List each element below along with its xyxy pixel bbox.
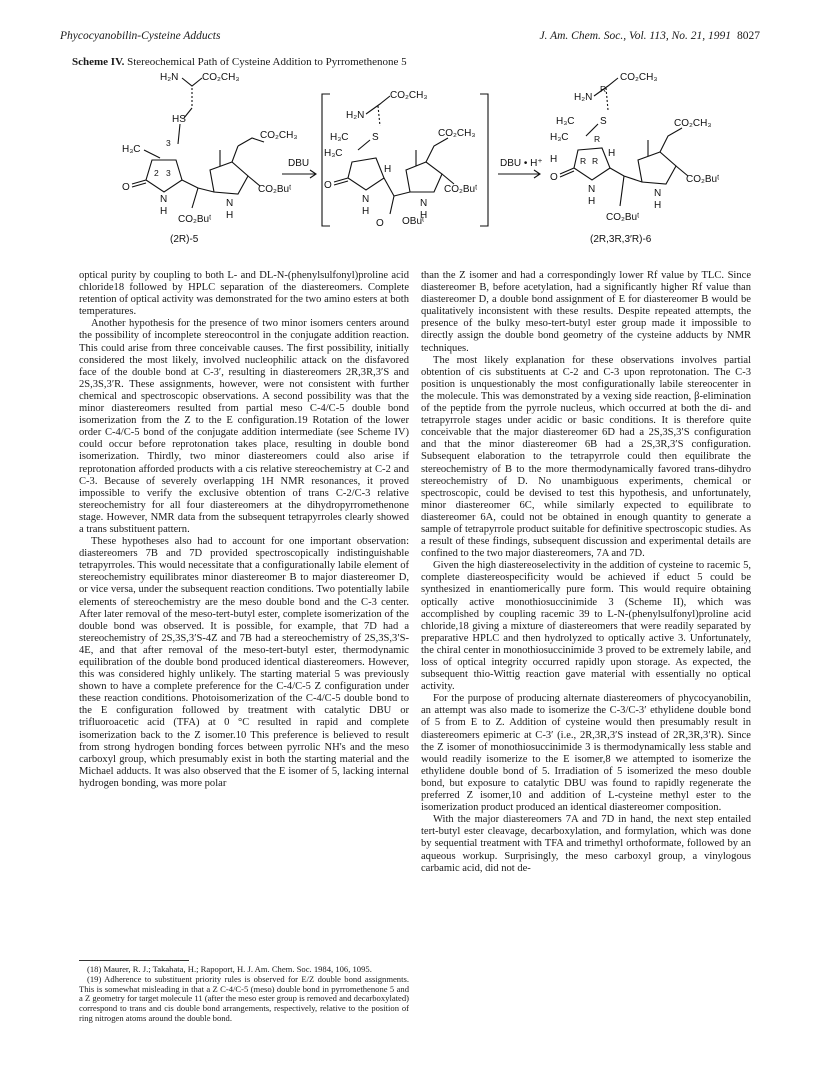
atom-co2ch3: CO₂CH₃ [202, 72, 240, 83]
structure-2r-5 [122, 72, 297, 245]
prod-atom-s: S [600, 116, 607, 127]
int-atom-n-right: N [420, 198, 428, 209]
atom-h-right: H [226, 210, 234, 221]
atom-hs: HS [172, 114, 186, 125]
paragraph: optical purity by coupling to both L- and DL-N-(phenylsulfonyl)proline acid chloride18 followed by HPLC separation of the diastereomers. Complete retention of optical activity was demonstrated for the two amino esters at both temperatures. [79, 270, 409, 318]
int-atom-h3c: H₃C [330, 132, 349, 143]
paragraph: With the major diastereomers 7A and 7D in hand, the next step entailed tert-butyl ester cleavage, decarboxylation, and formylation, which was done by sequential treatment with TFA and trimethyl orthoformate, followed by an aqueous workup. Surprisingly, the meso carboxyl group, a vinylogous carbamic acid, did not de- [421, 814, 751, 874]
footnote-rule [79, 960, 189, 961]
right-column [421, 270, 751, 875]
paragraph: The most likely explanation for these observations involves partial obtention of cis substituents at C-2 and C-3 upon reprotonation. The C-3 position is unquestionably the most configurationally labile stereocenter in the molecule. This was demonstrated by a vexing side reaction, β-elimination of the peptide from the pyrrole nucleus, which occurred at both the di- and tetrapyrrole stages under acidic or basic conditions. It is therefore quite conceivable that the major diastereomer 6D had a 2S,3S,3′S configuration and that the minor diastereomer 6B had a 2S,3R,3′S configuration. Subsequent elaboration to the tetrapyrrole could then equilibrate the stereochemistry of B to the more thermodynamically favored trans-dihydro stereochemistry of D. No unambiguous experiments, chemical or spectroscopic, could be devised to test this hypothesis, and unfortunately, minor diastereomer 6C, while similarly expected to equilibrate to diastereomer 6A, could not be obtained in enough quantity to generate a sample of tetrapyrrole product suitable for definitive spectroscopic studies. As a result of these findings, subsequent discussion and experimental details are confined to the two major diastereomers, 7A and 7D. [421, 354, 751, 560]
num-3-ring: 3 [166, 168, 171, 178]
footnotes [79, 960, 409, 1024]
prod-atom-co2but-meso: CO₂Buᵗ [606, 212, 640, 223]
num-3: 3 [166, 138, 171, 148]
arrow1-label: DBU [288, 158, 310, 169]
paragraph: Another hypothesis for the presence of two minor isomers centers around the possibility of incomplete stereocontrol in the conjugate addition reaction. This could arise from three conceivable causes. The first possibility, initially considered the most likely, involved nucleophilic attack on the disfavored face of the double bond at C-3′, resulting in diastereomers 2R,3R,3′S and 2S,3S,3′R. These assignments, however, were not consistent with further chemical and spectroscopic observations. A second possibility was that the minor diastereomers resulted from partial meso C-4/C-5 double bond isomerization from the Z to the E configuration.19 Rotation of the lower order C-4/C-5 bond of the conjugate addition intermediate (see Scheme IV) could occur before reprotonation takes place, resulting in double bond isomerization. Thirdly, two minor diastereomers could also arise if reprotonation afforded products with a cis relative stereochemistry at C-2 and C-3. Because of severely overlapping 1H NMR resonances, it proved impossible to verify the exclusive obtention of trans C-2/C-3 relative stereochemistry for all four diastereomers at the dihydropyrromethenone stage. However, NMR data from the subsequent tetrapyrroles clearly showed a trans substituent pattern. [79, 318, 409, 535]
scheme-caption-text: Stereochemical Path of Cysteine Addition to Pyrromethenone 5 [127, 56, 407, 68]
compound-label-left: (2R)-5 [170, 234, 199, 245]
arrow2-label: DBU • H⁺ [500, 158, 543, 169]
prod-label-r4: R [592, 156, 599, 166]
int-atom-n-left: N [362, 194, 370, 205]
prod-label-r2: R [594, 134, 601, 144]
int-atom-h2n: H₂N [346, 110, 365, 121]
int-atom-h3c-b: H₃C [324, 148, 343, 159]
num-2: 2 [154, 168, 159, 178]
paragraph: Given the high diastereoselectivity in the addition of cysteine to racemic 5, complete diastereospecificity would be achieved if educt 5 could be synthesized in enantiomerically pure form. This would require obtaining optically active monothiosuccinimide 3 (Scheme II), which was accomplished by coupling racemic 39 to L-N-(phenylsulfonyl)proline acid chloride,18 giving a mixture of diastereomers that were readily separated by preparative HPLC and then hydrolyzed to optically active 3. Unfortunately, the chiral center in monothiosuccinimide 3 proved to be extremely labile, and loss of optical integrity occurred rapidly upon storage. As expected, the subsequent thio-Wittig reaction gave material with essentially no optical activity. [421, 560, 751, 693]
int-atom-o: O [324, 180, 332, 191]
atom-h3c: H₃C [122, 144, 141, 155]
prod-label-r3: R [580, 156, 587, 166]
footnote-19: (19) Adherence to substituent priority rules is observed for E/Z double bond assignments. This is somewhat misleading in that a Z C-4/C-5 (meso) double bond in pyrromethenone 5 and a Z geometry for target molecule 11 (after the meso ester group is removed and decarboxylated) correspond to trans and cis double bond arrangements, respectively, relative to the position of ring nitrogen atoms around the double bond. [79, 973, 410, 1023]
prod-atom-h3c: H₃C [556, 116, 575, 127]
prod-atom-n-left: N [588, 184, 596, 195]
prod-atom-h-a: H [550, 154, 558, 165]
paragraph: than the Z isomer and had a correspondingly lower Rf value by TLC. Since diastereomer B, before acetylation, had a significantly higher Rf value than diastereomer D, a double bond assignment of E for diastereomer B would be qualitatively inconsistent with these results. Despite repeated attempts, the presence of the bulky meso-tert-butyl ester group made it impossible to directly assign the double bond geometry of the cysteine adducts by NMR techniques. [421, 270, 751, 354]
journal-name: J. Am. Chem. Soc., Vol. 113, No. 21, 1991 [539, 30, 731, 42]
running-header [60, 30, 760, 46]
intermediate-enolate [322, 90, 488, 229]
paragraph: For the purpose of producing alternate diastereomers of phycocyanobilin, an attempt was also made to isomerize the C-3/C-3′ ethylidene double bond of 5 from E to Z. Addition of cysteine would then presumably result in diastereomers epimeric at C-3′ (i.e., 2R,3R,3′S instead of 2R,3R,3′R). Since the Z isomer of monothiosuccinimide 3 is thermodynamically less stable and would readily isomerize to the E isomer,8 we attempted to isomerize the ethylidene double bond of 5. Irradiation of 5 isomerized the meso double bond, but exposure to catalytic DBU was found to rapidly regenerate the preferred Z isomer,10 and addition of L-cysteine methyl ester to the isomerization product produced an identical diastereomer composition. [421, 693, 751, 814]
structure-2r3r3r-6 [550, 72, 719, 245]
atom-h2n: H₂N [160, 72, 179, 83]
footnote-18: (18) Maurer, R. J.; Takahata, H.; Rapoport, H. J. Am. Chem. Soc. 1984, 106, 1095. [87, 964, 372, 974]
prod-atom-h2n: H₂N [574, 92, 593, 103]
prod-atom-co2ch3: CO₂CH₃ [620, 72, 658, 83]
atom-o: O [122, 182, 130, 193]
atom-co2but-meso: CO₂Buᵗ [178, 214, 212, 225]
atom-h-left: H [160, 206, 168, 217]
int-atom-obut: OBuᵗ [402, 216, 425, 227]
prod-atom-n-right: N [654, 188, 662, 199]
left-column [79, 270, 409, 790]
journal-citation [539, 30, 760, 42]
page-number: 8027 [737, 30, 760, 42]
running-title: Phycocyanobilin-Cysteine Adducts [60, 30, 221, 42]
prod-atom-h-right: H [654, 200, 662, 211]
prod-atom-h-b: H [608, 148, 616, 159]
atom-n-left: N [160, 194, 168, 205]
int-atom-h-left: H [362, 206, 370, 217]
compound-label-right: (2R,3R,3′R)-6 [590, 234, 652, 245]
prod-atom-co2but: CO₂Buᵗ [686, 174, 720, 185]
prod-atom-co2ch3-b: CO₂CH₃ [674, 118, 712, 129]
scheme-label: Scheme IV. [72, 56, 125, 68]
int-atom-o-minus: O [376, 218, 384, 229]
paragraph: These hypotheses also had to account for one important observation: diastereomers 7B and 7D provided spectroscopically indistinguishable tetrapyrroles. This would necessitate that a configurationally labile element of stereochemistry equilibrates minor diastereomer B to major diastereomer D, or vice versa, under the subsequent reaction conditions. Two potentially labile elements of stereochemistry are the meso double bond and the C-3 center. After later removal of the meso-tert-butyl ester, complete isomerization of the double bond was observed. It is possible, for example, that 7D had a stereochemistry of 2S,3S,3′S-4Z and 7B had a stereochemistry of 2S,3S,3′S-4E, and that after removal of the meso-tert-butyl ester, thermodynamic equilibration of the double bond produced identical diastereomers. However, this was considered highly unlikely. The starting material 5 was previously shown to have a complete preference for the C-4/C-5 Z configuration under these reaction conditions. Photoisomerization of the C-4/C-5 double bond to the E configuration followed by treatment with catalytic DBU or trifluoroacetic acid (TFA) at 0 °C resulted in rapid and complete isomerization back to the Z isomer.10 This preference is believed to result from strong hydrogen bonding forces between pyrrolic NH's and the meso carboxyl group, which presumably exist in both the starting material and the Michael adducts. It was also observed that the E isomer of 5, lacking internal hydrogen bonding, was more polar [79, 536, 409, 789]
prod-atom-h3c-b: H₃C [550, 132, 569, 143]
reaction-arrow-2 [498, 158, 543, 178]
reaction-scheme [60, 66, 760, 256]
int-atom-co2ch3-b: CO₂CH₃ [438, 128, 476, 139]
int-atom-h-right: H [420, 210, 428, 221]
reaction-arrow-1 [282, 158, 316, 178]
prod-atom-h-left: H [588, 196, 596, 207]
int-atom-co2but: CO₂Buᵗ [444, 184, 478, 195]
prod-atom-o: O [550, 172, 558, 183]
prod-label-r1: R [600, 84, 607, 94]
atom-co2but: CO₂Buᵗ [258, 184, 292, 195]
int-atom-s: S [372, 132, 379, 143]
int-atom-co2ch3: CO₂CH₃ [390, 90, 428, 101]
int-atom-h-c3: H [384, 164, 392, 175]
atom-co2ch3-b: CO₂CH₃ [260, 130, 298, 141]
atom-n-right: N [226, 198, 234, 209]
